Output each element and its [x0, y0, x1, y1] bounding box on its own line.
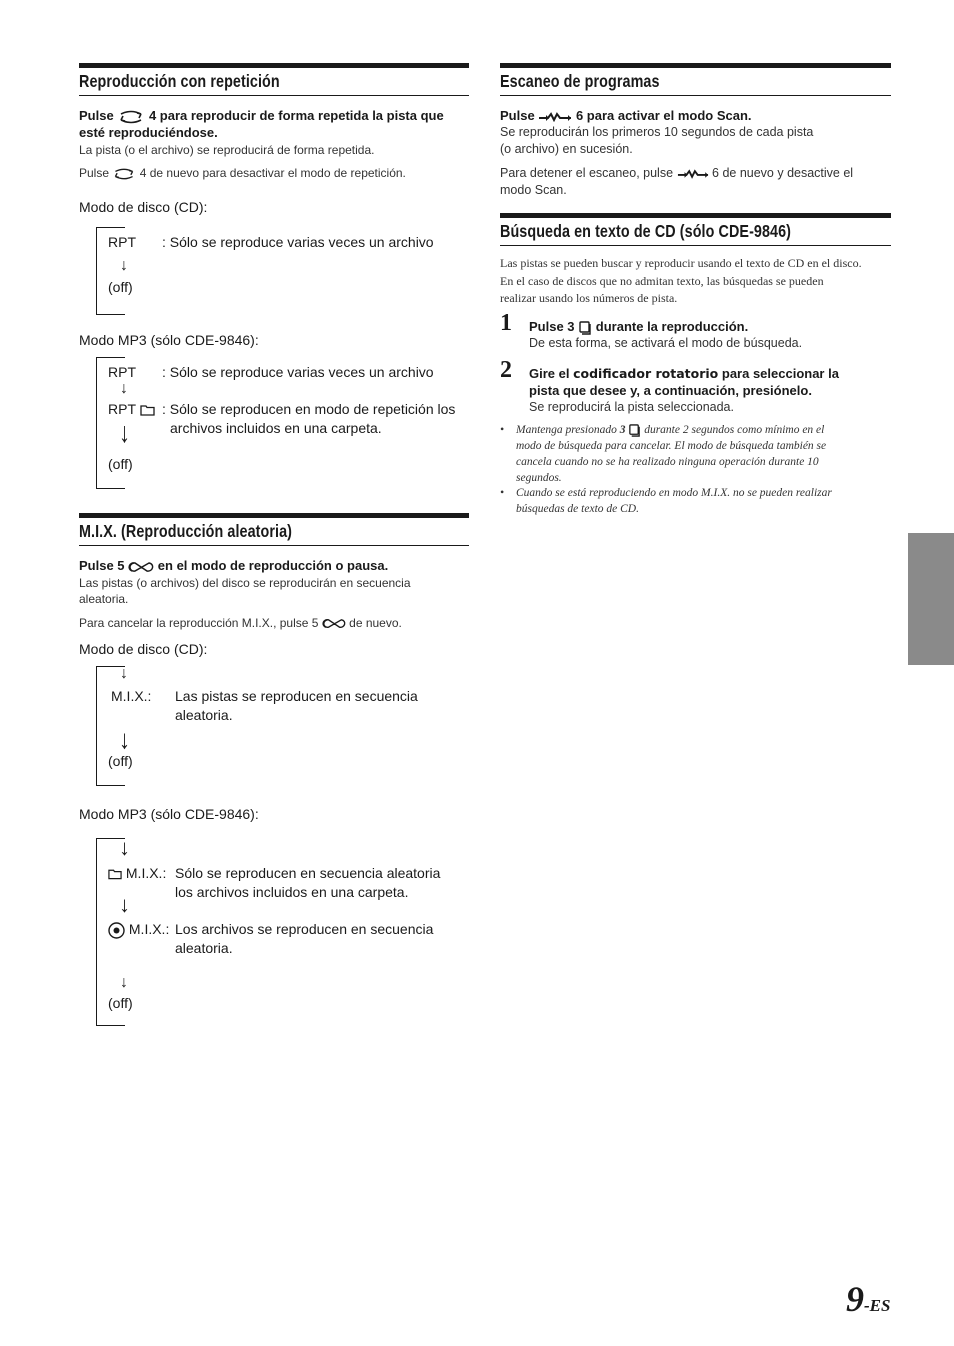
cd-mode-label: Modo de disco (CD):	[79, 199, 208, 215]
text: modo de búsqueda para cancelar. El modo de búsqueda también se	[516, 440, 827, 452]
search-text-icon	[578, 321, 592, 335]
search-text-icon	[628, 424, 641, 437]
text: (o archivo) en sucesión.	[500, 141, 633, 156]
rpt-label: RPT	[108, 364, 136, 380]
off-label: (off)	[108, 995, 133, 1011]
down-arrow-icon: ↓	[120, 380, 128, 397]
text: Para detener el escaneo, pulse	[500, 166, 674, 180]
scan-desc	[500, 124, 813, 157]
text: Cuando se está reproduciendo en modo M.I.X. no se pueden realizar	[516, 487, 832, 499]
step1-text	[529, 318, 748, 335]
text: Las pistas (o archivos) del disco se reproducirán en secuencia	[79, 576, 411, 590]
text: aleatoria.	[79, 592, 129, 606]
text: Pulse 5	[79, 558, 125, 573]
mix-label: M.I.X.:	[111, 688, 152, 704]
note-1	[516, 422, 891, 486]
rpt-desc: : Sólo se reproduce varias veces un archivo	[162, 364, 434, 380]
text: cancela cuando no se ha realizado ninguna operación durante 10	[516, 456, 819, 468]
text: RPT	[108, 401, 136, 417]
text: 9	[846, 1279, 864, 1319]
mix-icon	[322, 617, 346, 630]
text: de nuevo.	[349, 616, 402, 630]
off-label: (off)	[108, 456, 133, 472]
note-bullet: •	[500, 424, 505, 436]
text: durante 2 segundos como mínimo en el	[644, 424, 825, 436]
text: Las pistas se pueden buscar y reproducir usando el texto de CD en el disco.	[500, 256, 862, 270]
repeat-desc: La pista (o el archivo) se reproducirá de forma repetida.	[79, 143, 375, 157]
text: en el modo de reproducción o pausa.	[157, 558, 389, 573]
off-label: (off)	[108, 753, 133, 769]
note-2	[516, 485, 832, 517]
mix-disc-label	[108, 920, 169, 939]
page-number	[846, 1278, 890, 1320]
cd-mode-label: Modo de disco (CD):	[79, 641, 208, 657]
text: M.I.X.:	[128, 921, 170, 937]
down-arrow-icon: ↓	[120, 974, 128, 991]
section-header-mix	[79, 513, 469, 546]
section-title: M.I.X. (Reproducción aleatoria)	[79, 521, 293, 541]
side-tab	[908, 533, 954, 665]
mix-disc-desc	[175, 920, 433, 958]
scan-icon	[677, 169, 709, 179]
mix-cancel	[79, 615, 402, 631]
mix-desc	[79, 575, 411, 607]
down-arrow-icon: ↓	[120, 665, 128, 682]
text: Pulse	[79, 108, 114, 123]
scan-stop	[500, 165, 853, 198]
note-bullet: •	[500, 487, 505, 499]
text: 4 de nuevo para desactivar el modo de repetición.	[139, 166, 406, 180]
down-arrow-icon: ↓	[120, 257, 128, 274]
scan-instruction	[500, 107, 752, 124]
text: aleatoria.	[175, 940, 233, 956]
folder-icon	[108, 868, 122, 880]
step2-desc: Se reproducirá la pista seleccionada.	[529, 400, 734, 414]
text: pista que desee y, a continuación, presiónelo.	[529, 383, 812, 398]
text: archivos incluidos en una carpeta.	[170, 420, 382, 436]
text: esté reproduciéndose.	[79, 125, 218, 140]
section-title: Búsqueda en texto de CD (sólo CDE-9846)	[500, 221, 792, 241]
section-title: Escaneo de programas	[500, 71, 660, 91]
step1-desc: De esta forma, se activará el modo de búsqueda.	[529, 336, 803, 350]
rpt-folder-label	[108, 400, 155, 419]
rpt-desc: : Sólo se reproduce varias veces un archivo	[162, 234, 434, 250]
text: Gire el	[529, 366, 570, 381]
text: para reproducir de forma repetida la pista que	[159, 108, 444, 123]
text: En el caso de discos que no admitan texto, las búsquedas se pueden	[500, 273, 824, 288]
text: codificador rotatorio	[573, 366, 719, 381]
text: Sólo se reproducen en secuencia aleatoria	[175, 865, 441, 881]
mp3-mode-label: Modo MP3 (sólo CDE-9846):	[79, 332, 259, 348]
section-header-scan	[500, 63, 891, 96]
text: 6 de nuevo y desactive el	[712, 166, 854, 180]
down-arrow-icon: ↓	[119, 724, 130, 755]
text: Pulse	[79, 166, 110, 180]
step-number: 1	[500, 310, 512, 336]
mix-icon	[128, 560, 154, 574]
mix-instruction	[79, 557, 388, 574]
text: segundos.	[516, 472, 562, 484]
text: M.I.X.:	[125, 865, 167, 881]
text: 6 para activar el modo Scan.	[575, 108, 752, 123]
repeat-instruction	[79, 107, 474, 141]
repeat-cancel	[79, 165, 406, 181]
repeat-icon	[117, 110, 145, 124]
folder-icon	[140, 404, 155, 416]
text: los archivos incluidos en una carpeta.	[175, 884, 409, 900]
down-arrow-icon: ↓	[119, 892, 130, 917]
text: Para cancelar la reproducción M.I.X., pulse 5	[79, 616, 319, 630]
text: Pulse	[500, 108, 535, 123]
step-number: 2	[500, 357, 512, 383]
text: para seleccionar la	[721, 366, 839, 381]
disc-icon	[108, 922, 125, 939]
down-arrow-icon: ↓	[119, 416, 130, 449]
section-header-repeat	[79, 63, 469, 96]
text: 3	[619, 424, 626, 436]
text: Los archivos se reproducen en secuencia	[175, 921, 434, 937]
text: Las pistas se reproducen en secuencia	[175, 688, 418, 704]
text: búsquedas de texto de CD.	[516, 503, 639, 515]
text: realizar usando los números de pista.	[500, 291, 678, 305]
text: durante la reproducción.	[595, 319, 749, 334]
text: Pulse 3	[529, 319, 575, 334]
scan-icon	[538, 112, 572, 122]
repeat-icon	[112, 168, 136, 180]
rpt-label: RPT	[108, 234, 136, 250]
text: aleatoria.	[175, 707, 233, 723]
section-title: Reproducción con repetición	[79, 71, 280, 91]
search-intro	[500, 255, 862, 308]
mp3-mode-label: Modo MP3 (sólo CDE-9846):	[79, 806, 259, 822]
mix-desc	[175, 687, 418, 725]
section-header-search	[500, 213, 891, 246]
text: : Sólo se reproducen en modo de repetición los	[162, 401, 456, 417]
text: Mantenga presionado	[516, 424, 617, 436]
text: 4	[148, 108, 157, 123]
step2-text	[529, 365, 839, 399]
off-label: (off)	[108, 279, 133, 295]
text: modo Scan.	[500, 182, 567, 197]
mix-folder-desc	[175, 864, 440, 902]
text: Se reproducirán los primeros 10 segundos de cada pista	[500, 125, 814, 139]
rpt-folder-desc	[162, 400, 455, 438]
down-arrow-icon: ↓	[119, 835, 130, 860]
mix-folder-label	[108, 864, 166, 883]
text: -ES	[864, 1296, 891, 1315]
